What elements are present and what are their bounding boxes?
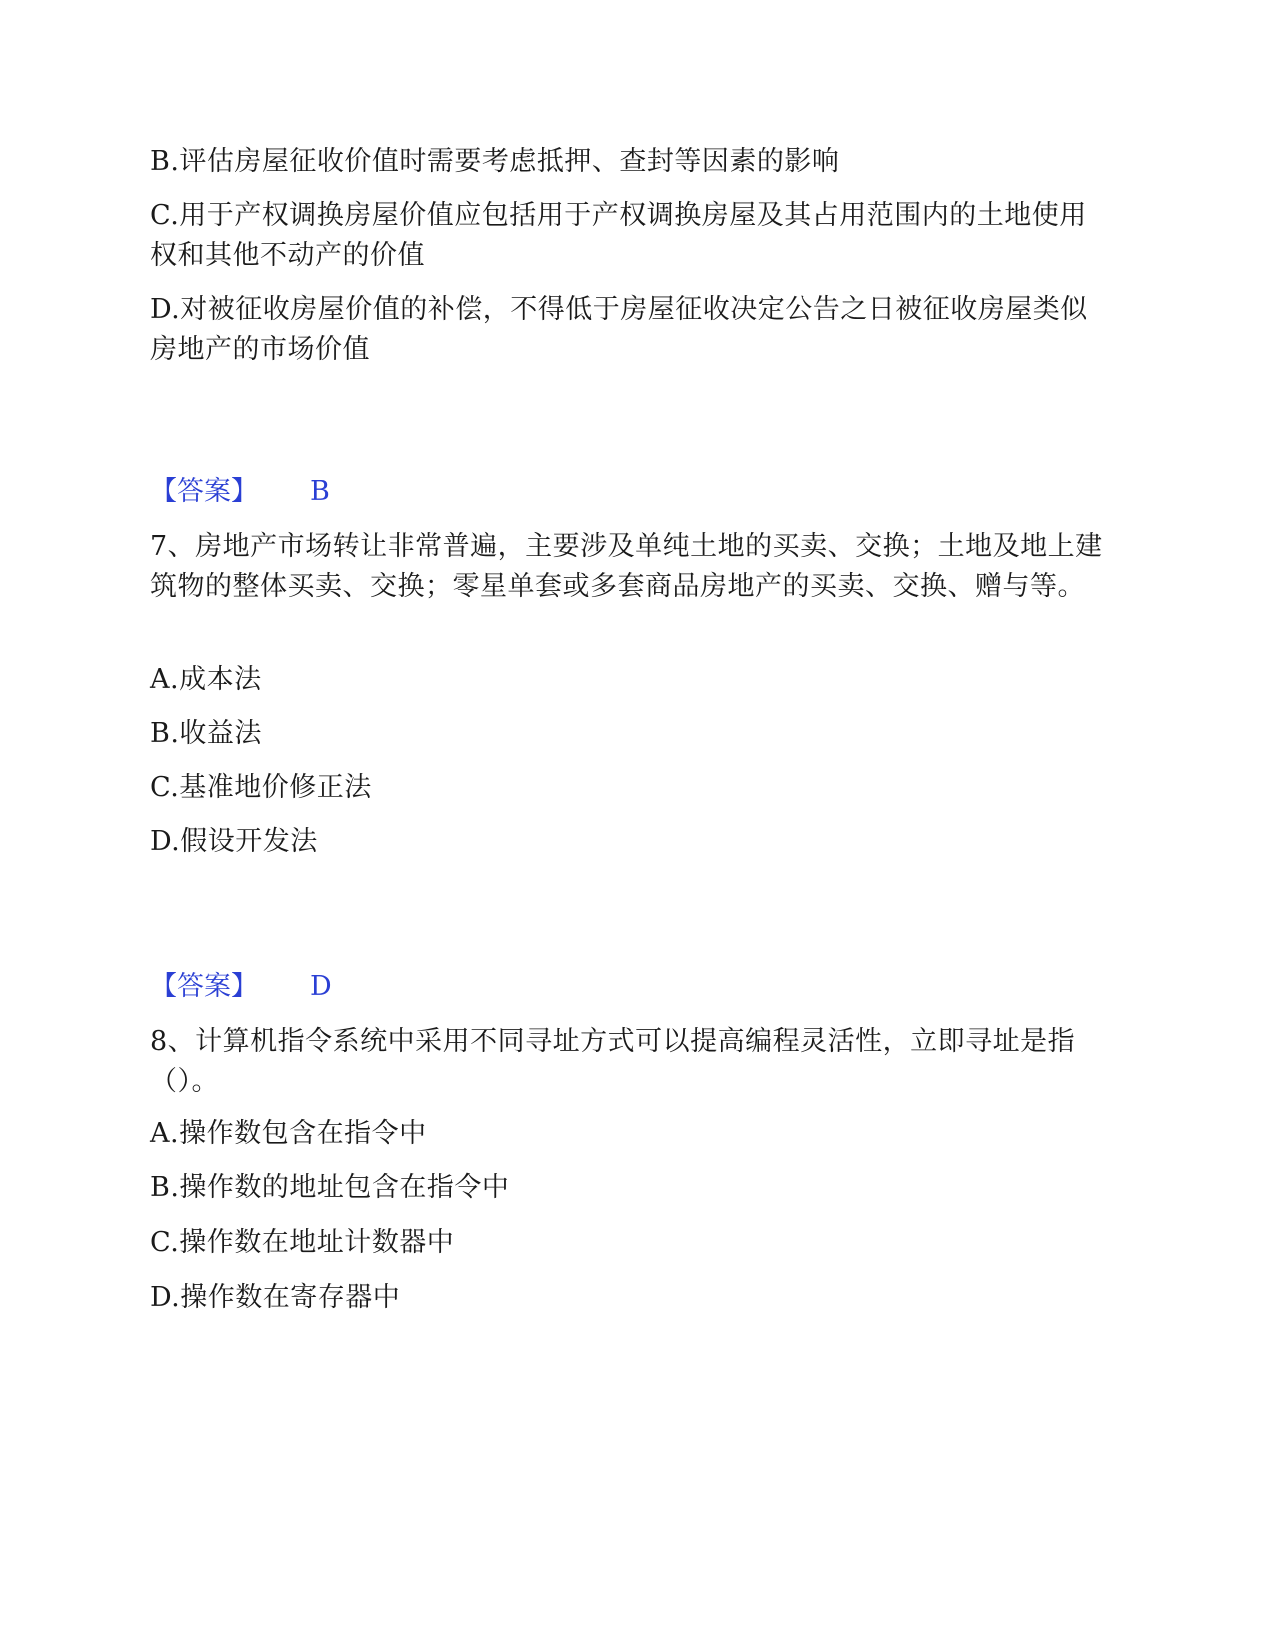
q7-answer bbox=[150, 967, 332, 1007]
question-7-text: 7、房地产市场转让非常普遍，主要涉及单纯土地的买卖、交换；土地及地上建筑物的整体买卖、交换；零星单套或多套商品房地产的买卖、交换、赠与等。 bbox=[150, 531, 1103, 602]
prev-option-d: D.对被征收房屋价值的补偿，不得低于房屋征收决定公告之日被征收房屋类似房地产的市场价值 bbox=[150, 294, 1088, 365]
q7-option-a: A.成本法 bbox=[150, 664, 262, 695]
q8-option-a: A.操作数包含在指令中 bbox=[150, 1118, 427, 1149]
q7-option-c: C.基准地价修正法 bbox=[150, 772, 372, 803]
prev-option-b: B.评估房屋征收价值时需要考虑抵押、查封等因素的影响 bbox=[150, 146, 840, 177]
answer-value: B bbox=[310, 476, 330, 507]
answer-value: D bbox=[310, 971, 332, 1002]
prev-answer bbox=[150, 472, 330, 512]
q8-option-b: B.操作数的地址包含在指令中 bbox=[150, 1172, 510, 1203]
prev-option-c: C.用于产权调换房屋价值应包括用于产权调换房屋及其占用范围内的土地使用权和其他不动产的价值 bbox=[150, 200, 1087, 271]
question-8-text: 8、计算机指令系统中采用不同寻址方式可以提高编程灵活性，立即寻址是指（）。 bbox=[150, 1026, 1076, 1097]
q8-option-c: C.操作数在地址计数器中 bbox=[150, 1227, 455, 1258]
answer-tag: 【答案】 bbox=[150, 476, 258, 507]
q7-option-d: D.假设开发法 bbox=[150, 826, 318, 857]
q8-option-d: D.操作数在寄存器中 bbox=[150, 1282, 401, 1313]
answer-tag: 【答案】 bbox=[150, 971, 258, 1002]
q7-option-b: B.收益法 bbox=[150, 718, 262, 749]
